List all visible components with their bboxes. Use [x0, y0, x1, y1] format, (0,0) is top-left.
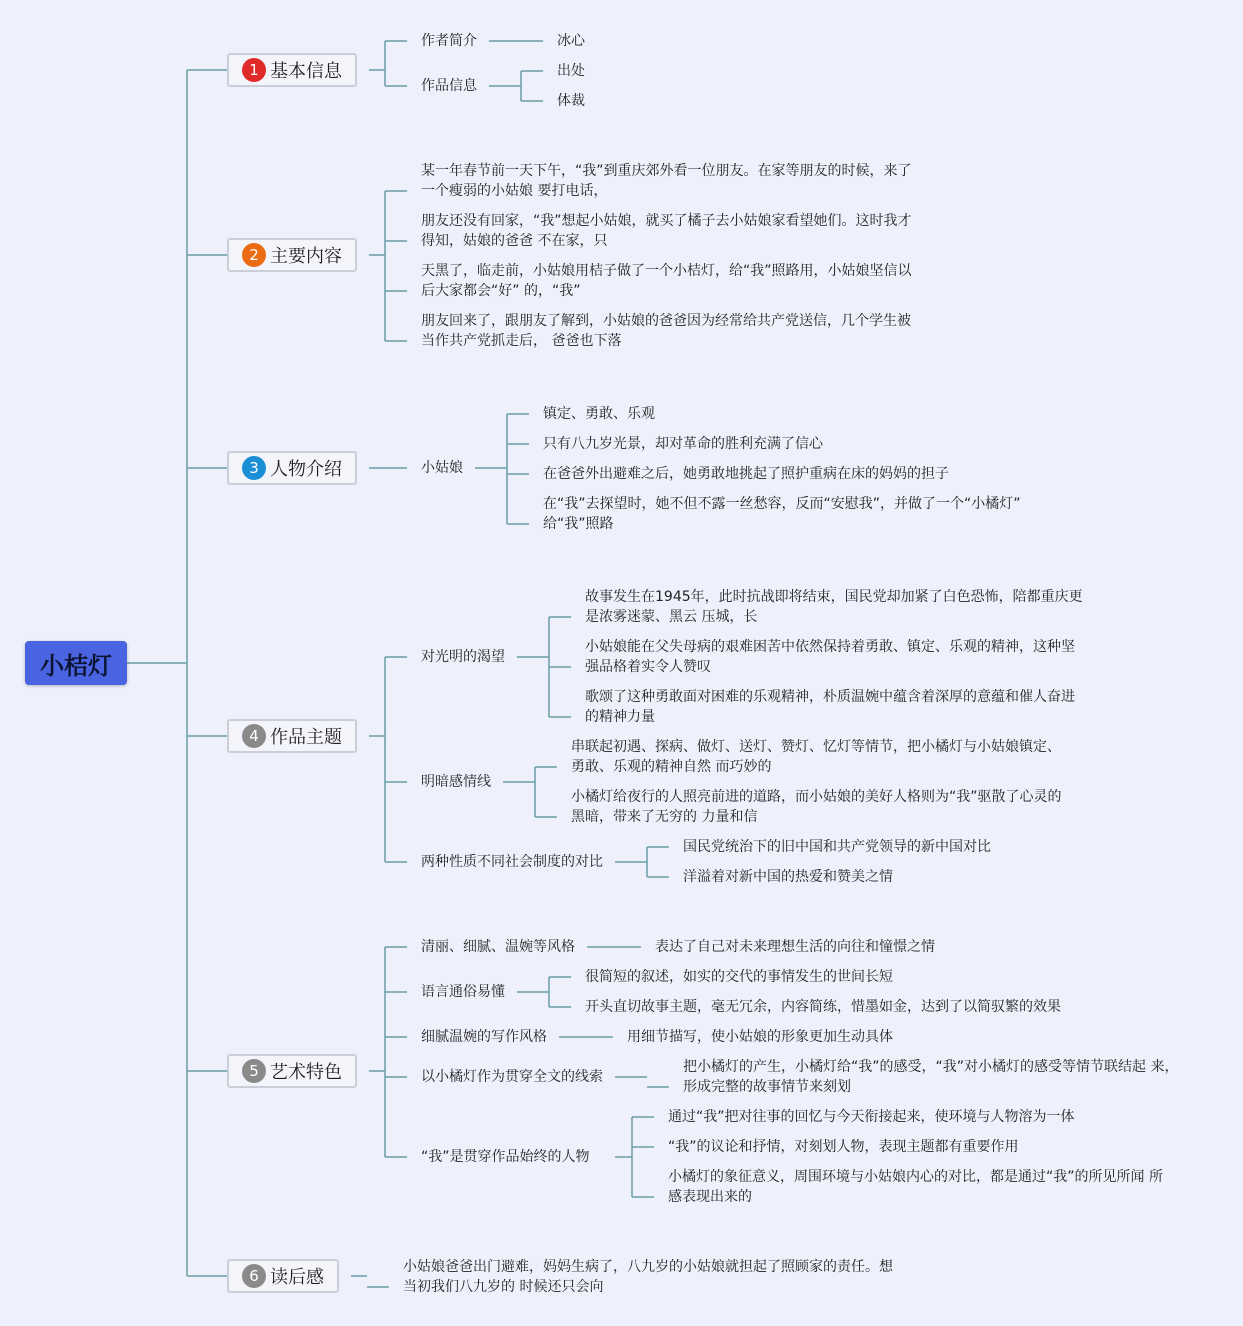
topic-sub-node-line: 冰心	[557, 33, 585, 49]
topic-sub-node-line: 镇定、勇敢、乐观	[543, 406, 655, 422]
topic-sub-node[interactable]	[585, 687, 1075, 727]
branch-label: 艺术特色	[270, 1062, 342, 1083]
topic-sub-node[interactable]	[585, 637, 1075, 677]
topic-node-line: 后大家都会“好” 的，“我”	[421, 283, 581, 299]
topic-sub-node-line: 小橘灯的象征意义，周围环境与小姑娘内心的对比，都是通过“我”的所见所闻 所	[668, 1169, 1163, 1185]
topic-node-line: 作者简介	[421, 33, 477, 49]
topic-sub-node[interactable]	[543, 464, 949, 484]
topic-sub-node[interactable]	[571, 787, 1062, 827]
topic-node[interactable]	[421, 76, 477, 96]
topic-node-line: 清丽、细腻、温婉等风格	[421, 939, 575, 955]
topic-node-line: 作品信息	[421, 78, 477, 94]
topic-node[interactable]	[421, 937, 575, 957]
topic-node-line: 细腻温婉的写作风格	[421, 1029, 547, 1045]
branch-label: 基本信息	[270, 61, 342, 82]
topic-node-line: “我”是贯穿作品始终的人物	[421, 1149, 590, 1165]
branch-5[interactable]	[227, 1054, 357, 1088]
topic-sub-node-line: 在“我”去探望时，她不但不露一丝愁容，反而“安慰我”，并做了一个“小橘灯”	[543, 496, 1021, 512]
branch-number-badge: 4	[242, 724, 266, 748]
branch-4[interactable]	[227, 719, 357, 753]
topic-node[interactable]	[421, 31, 477, 51]
topic-node-line: 以小橘灯作为贯穿全文的线索	[421, 1069, 603, 1085]
topic-node[interactable]	[421, 211, 912, 251]
topic-sub-node-line: 国民党统治下的旧中国和共产党领导的新中国对比	[683, 839, 991, 855]
topic-sub-node-line: 表达了自己对未来理想生活的向往和憧憬之情	[655, 939, 935, 955]
topic-node[interactable]	[421, 982, 505, 1002]
topic-sub-node-line: 把小橘灯的产生，小橘灯给“我”的感受，“我”对小橘灯的感受等情节联结起 来，	[683, 1059, 1179, 1075]
branch-number-badge: 3	[242, 456, 266, 480]
topic-sub-node-line: 很简短的叙述，如实的交代的事情发生的世间长短	[585, 969, 893, 985]
topic-node-line: 当初我们八九岁的 时候还只会向	[403, 1279, 604, 1295]
topic-sub-node-line: 是浓雾迷蒙、黑云 压城，长	[585, 609, 758, 625]
branch-6[interactable]	[227, 1259, 339, 1293]
branch-number-badge: 2	[242, 243, 266, 267]
topic-sub-node-line: 在爸爸外出避难之后，她勇敢地挑起了照护重病在床的妈妈的担子	[543, 466, 949, 482]
topic-node-line: 语言通俗易懂	[421, 984, 505, 1000]
topic-sub-node[interactable]	[683, 1057, 1178, 1097]
topic-sub-node[interactable]	[683, 837, 991, 857]
topic-sub-node-line: 洋溢着对新中国的热爱和赞美之情	[683, 869, 893, 885]
topic-node[interactable]	[421, 852, 603, 872]
topic-sub-node-line: 用细节描写，使小姑娘的形象更加生动具体	[627, 1029, 893, 1045]
topic-sub-node-line: 通过“我”把对往事的回忆与今天衔接起来，使环境与人物溶为一体	[668, 1109, 1075, 1125]
topic-sub-node[interactable]	[543, 404, 655, 424]
topic-node-line: 小姑娘爸爸出门避难，妈妈生病了，八九岁的小姑娘就担起了照顾家的责任。想	[403, 1259, 893, 1275]
topic-sub-node[interactable]	[585, 587, 1083, 627]
topic-node[interactable]	[421, 261, 912, 301]
topic-node-line: 小姑娘	[421, 460, 463, 476]
topic-node[interactable]	[403, 1257, 893, 1297]
branch-label: 作品主题	[270, 727, 342, 748]
branch-3[interactable]	[227, 451, 357, 485]
topic-sub-node[interactable]	[627, 1027, 893, 1047]
topic-sub-node-line: 的精神力量	[585, 709, 655, 725]
topic-node-line: 一个瘦弱的小姑娘 要打电话，	[421, 183, 608, 199]
topic-sub-node[interactable]	[571, 737, 1061, 777]
topic-node-line: 明暗感情线	[421, 774, 491, 790]
topic-sub-node[interactable]	[668, 1107, 1075, 1127]
topic-sub-node-line: 歌颂了这种勇敢面对困难的乐观精神，朴质温婉中蕴含着深厚的意蕴和催人奋进	[585, 689, 1075, 705]
topic-sub-node[interactable]	[585, 997, 1061, 1017]
topic-sub-node[interactable]	[668, 1137, 1019, 1157]
topic-node[interactable]	[421, 161, 912, 201]
topic-sub-node-line: 强品格着实令人赞叹	[585, 659, 711, 675]
topic-node-line: 两种性质不同社会制度的对比	[421, 854, 603, 870]
topic-node-line: 某一年春节前一天下午，“我”到重庆郊外看一位朋友。在家等朋友的时候，来了	[421, 163, 912, 179]
topic-sub-node-line: 小橘灯给夜行的人照亮前进的道路，而小姑娘的美好人格则为“我”驱散了心灵的	[571, 789, 1062, 805]
branch-label: 读后感	[270, 1267, 324, 1288]
topic-sub-node-line: “我”的议论和抒情，对刻划人物，表现主题都有重要作用	[668, 1139, 1019, 1155]
branch-number-badge: 1	[242, 58, 266, 82]
topic-sub-node[interactable]	[557, 91, 585, 111]
topic-sub-node-line: 只有八九岁光景，却对革命的胜利充满了信心	[543, 436, 823, 452]
topic-node-line: 朋友回来了，跟朋友了解到，小姑娘的爸爸因为经常给共产党送信，几个学生被	[421, 313, 911, 329]
topic-sub-node[interactable]	[668, 1167, 1163, 1207]
topic-node[interactable]	[421, 458, 463, 478]
topic-node-line: 得知，姑娘的爸爸 不在家，只	[421, 233, 608, 249]
topic-sub-node-line: 故事发生在1945年，此时抗战即将结束，国民党却加紧了白色恐怖，陪都重庆更	[585, 589, 1083, 605]
topic-sub-node-line: 给“我”照路	[543, 516, 614, 532]
topic-sub-node[interactable]	[543, 434, 823, 454]
branch-label: 人物介绍	[270, 459, 342, 480]
topic-sub-node[interactable]	[655, 937, 935, 957]
topic-sub-node-line: 小姑娘能在父失母病的艰难困苦中依然保持着勇敢、镇定、乐观的精神，这种坚	[585, 639, 1075, 655]
topic-sub-node-line: 体裁	[557, 93, 585, 109]
branch-1[interactable]	[227, 53, 357, 87]
topic-sub-node[interactable]	[557, 61, 585, 81]
topic-node[interactable]	[421, 311, 911, 351]
topic-sub-node[interactable]	[557, 31, 585, 51]
topic-sub-node-line: 感表现出来的	[668, 1189, 752, 1205]
topic-node-line: 朋友还没有回家，“我”想起小姑娘，就买了橘子去小姑娘家看望她们。这时我才	[421, 213, 912, 229]
topic-sub-node[interactable]	[683, 867, 893, 887]
topic-node[interactable]	[421, 1027, 547, 1047]
topic-sub-node[interactable]	[585, 967, 893, 987]
topic-node-line: 当作共产党抓走后， 爸爸也下落	[421, 333, 622, 349]
topic-node[interactable]	[421, 772, 491, 792]
branch-label: 主要内容	[270, 246, 342, 267]
topic-sub-node-line: 开头直切故事主题，毫无冗余，内容简练，惜墨如金，达到了以简驭繁的效果	[585, 999, 1061, 1015]
topic-node-line: 天黑了，临走前，小姑娘用桔子做了一个小桔灯，给“我”照路用，小姑娘坚信以	[421, 263, 912, 279]
topic-node[interactable]	[421, 647, 505, 667]
topic-node[interactable]	[421, 1147, 590, 1167]
branch-2[interactable]	[227, 238, 357, 272]
topic-sub-node-line: 出处	[557, 63, 585, 79]
topic-node-line: 对光明的渴望	[421, 649, 505, 665]
topic-sub-node-line: 黑暗，带来了无穷的 力量和信	[571, 809, 758, 825]
topic-sub-node-line: 勇敢、乐观的精神自然 而巧妙的	[571, 759, 772, 775]
branch-number-badge: 6	[242, 1264, 266, 1288]
topic-node[interactable]	[421, 1067, 603, 1087]
topic-sub-node-line: 串联起初遇、探病、做灯、送灯、赞灯、忆灯等情节，把小橘灯与小姑娘镇定、	[571, 739, 1061, 755]
root-node[interactable]: 小桔灯	[25, 641, 127, 685]
branch-number-badge: 5	[242, 1059, 266, 1083]
topic-sub-node-line: 形成完整的故事情节来刻划	[683, 1079, 851, 1095]
topic-sub-node[interactable]	[543, 494, 1021, 534]
